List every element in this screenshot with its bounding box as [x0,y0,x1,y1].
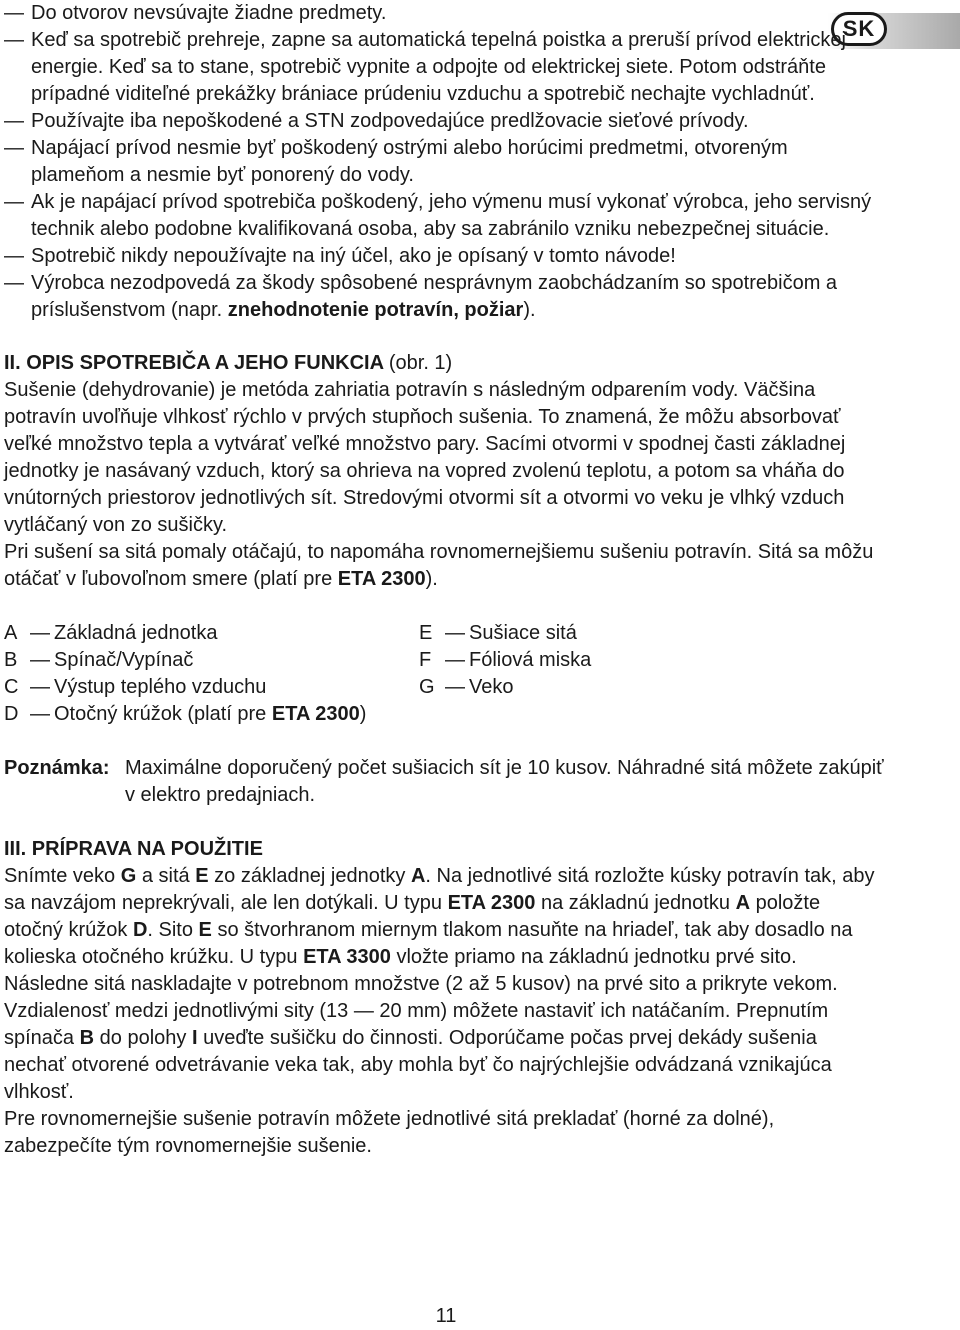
legend-item: B — Spínač/Vypínač [4,649,194,671]
legend-item: F — Fóliová miska [419,649,592,671]
note-label: Poznámka: [4,757,110,779]
list-item: — Výrobca nezodpovedá za škody spôsobené nesprávnym zaobchádzaním so spotrebičom a príslušenstvom (napr. znehodnotenie potravín, požiar). [4,272,838,321]
language-badge: SK [831,12,887,46]
section-heading-preparation: III. PRÍPRAVA NA POUŽITIE [4,838,263,860]
parts-legend-right [419,620,591,701]
list-item: — Napájací prívod nesmie byť poškodený ostrými alebo horúcimi predmetmi, otvoreným plameňom a nesmie byť ponorený do vody. [4,137,788,186]
section-heading-description: II. OPIS SPOTREBIČA A JEHO FUNKCIA (obr. 1) [4,352,453,374]
list-item: — Spotrebič nikdy nepoužívajte na iný účel, ako je opísaný v tomto návode! [4,245,676,267]
legend-item: E — Sušiace sitá [419,622,577,644]
legend-item: A — Základná jednotka [4,622,218,644]
legend-item: G — Veko [419,676,514,698]
preparation-paragraph-2: Pre rovnomernejšie sušenie potravín môžete jednotlivé sitá prekladať (horné za dolné), zabezpečíte tým rovnomernejšie sušenie. [4,1108,775,1157]
list-item: — Keď sa spotrebič prehreje, zapne sa automatická tepelná poistka a preruší prívod elektrickej energie. Keď sa to stane, spotrebič vypnite a odpojte od elektrickej siete. Potom odstráňte prípadné viditeľné prekážky brániace prúdeniu vzduchu a spotrebič nechajte vychladnúť. [4,29,846,105]
parts-legend [4,620,884,728]
list-item: — Používajte iba nepoškodené a STN zodpovedajúce predlžovacie sieťové prívody. [4,110,749,132]
list-item: — Do otvorov nevsúvajte žiadne predmety. [4,2,387,24]
list-item: — Ak je napájací prívod spotrebiča poškodený, jeho výmenu musí vykonať výrobca, jeho servisný technik alebo podobne kvalifikovaná osoba, aby sa zabránilo vzniku nebezpečnej situácie. [4,191,872,240]
page-number: 11 [435,1305,457,1327]
note-text: Maximálne doporučený počet sušiacich sít je 10 kusov. Náhradné sitá môžete zakúpiť v elektro predajniach. [125,757,884,806]
safety-bullet-list [4,0,884,324]
legend-item: D — Otočný krúžok (platí pre ETA 2300) [4,703,367,725]
legend-item: C — Výstup teplého vzduchu [4,676,267,698]
parts-legend-left [4,620,366,728]
document-page [4,0,884,1160]
note-block [4,755,884,809]
rotation-paragraph: Pri sušení sa sitá pomaly otáčajú, to napomáha rovnomernejšiemu sušeniu potravín. Sitá sa môžu otáčať v ľubovoľnom smere (platí pre ETA 2300). [4,541,874,590]
preparation-paragraph: Snímte veko G a sitá E zo základnej jednotky A. Na jednotlivé sitá rozložte kúsky potravín tak, aby sa navzájom neprekrývali, ale len dotýkali. U typu ETA 2300 na základnú jednotku A položte otočný krúžok D. Sito E so štvorhranom miernym tlakom nasuňte na hriadeľ, tak aby dosadlo na kolieska otočného krúžku. U typu ETA 3300 vložte priamo na základnú jednotku prvé sito. Následne sitá naskladajte v potrebnom množstve (2 až 5 kusov) na prvé sito a prikryte vekom. Vzdialenosť medzi jednotlivými sity (13 — 20 mm) môžete nastaviť ich natáčaním. Prepnutím spínača B do polohy I uveďte sušičku do činnosti. Odporúčame počas prvej dekády sušenia nechať otvorené odvetrávanie veka tak, aby mohla byť čo najrýchlejšie odvádzaná vznikajúca vlhkosť. [4,865,875,1103]
description-paragraph: Sušenie (dehydrovanie) je metóda zahriatia potravín s následným odparením vody. Väčšina potravín uvoľňuje vlhkosť rýchlo v prvých stupňoch sušenia. To znamená, že môžu absorbovať veľké množstvo tepla a vytvárať veľké množstvo pary. Sacími otvormi v spodnej časti základnej jednotky je nasávaný vzduch, ktorý sa ohrieva na vopred zvolenú teplotu, a potom sa vháňa do vnútorných priestorov jednotlivých sít. Stredovými otvormi sít a otvormi vo veku je vlhký vzduch vytláčaný von zo sušičky. [4,379,846,536]
